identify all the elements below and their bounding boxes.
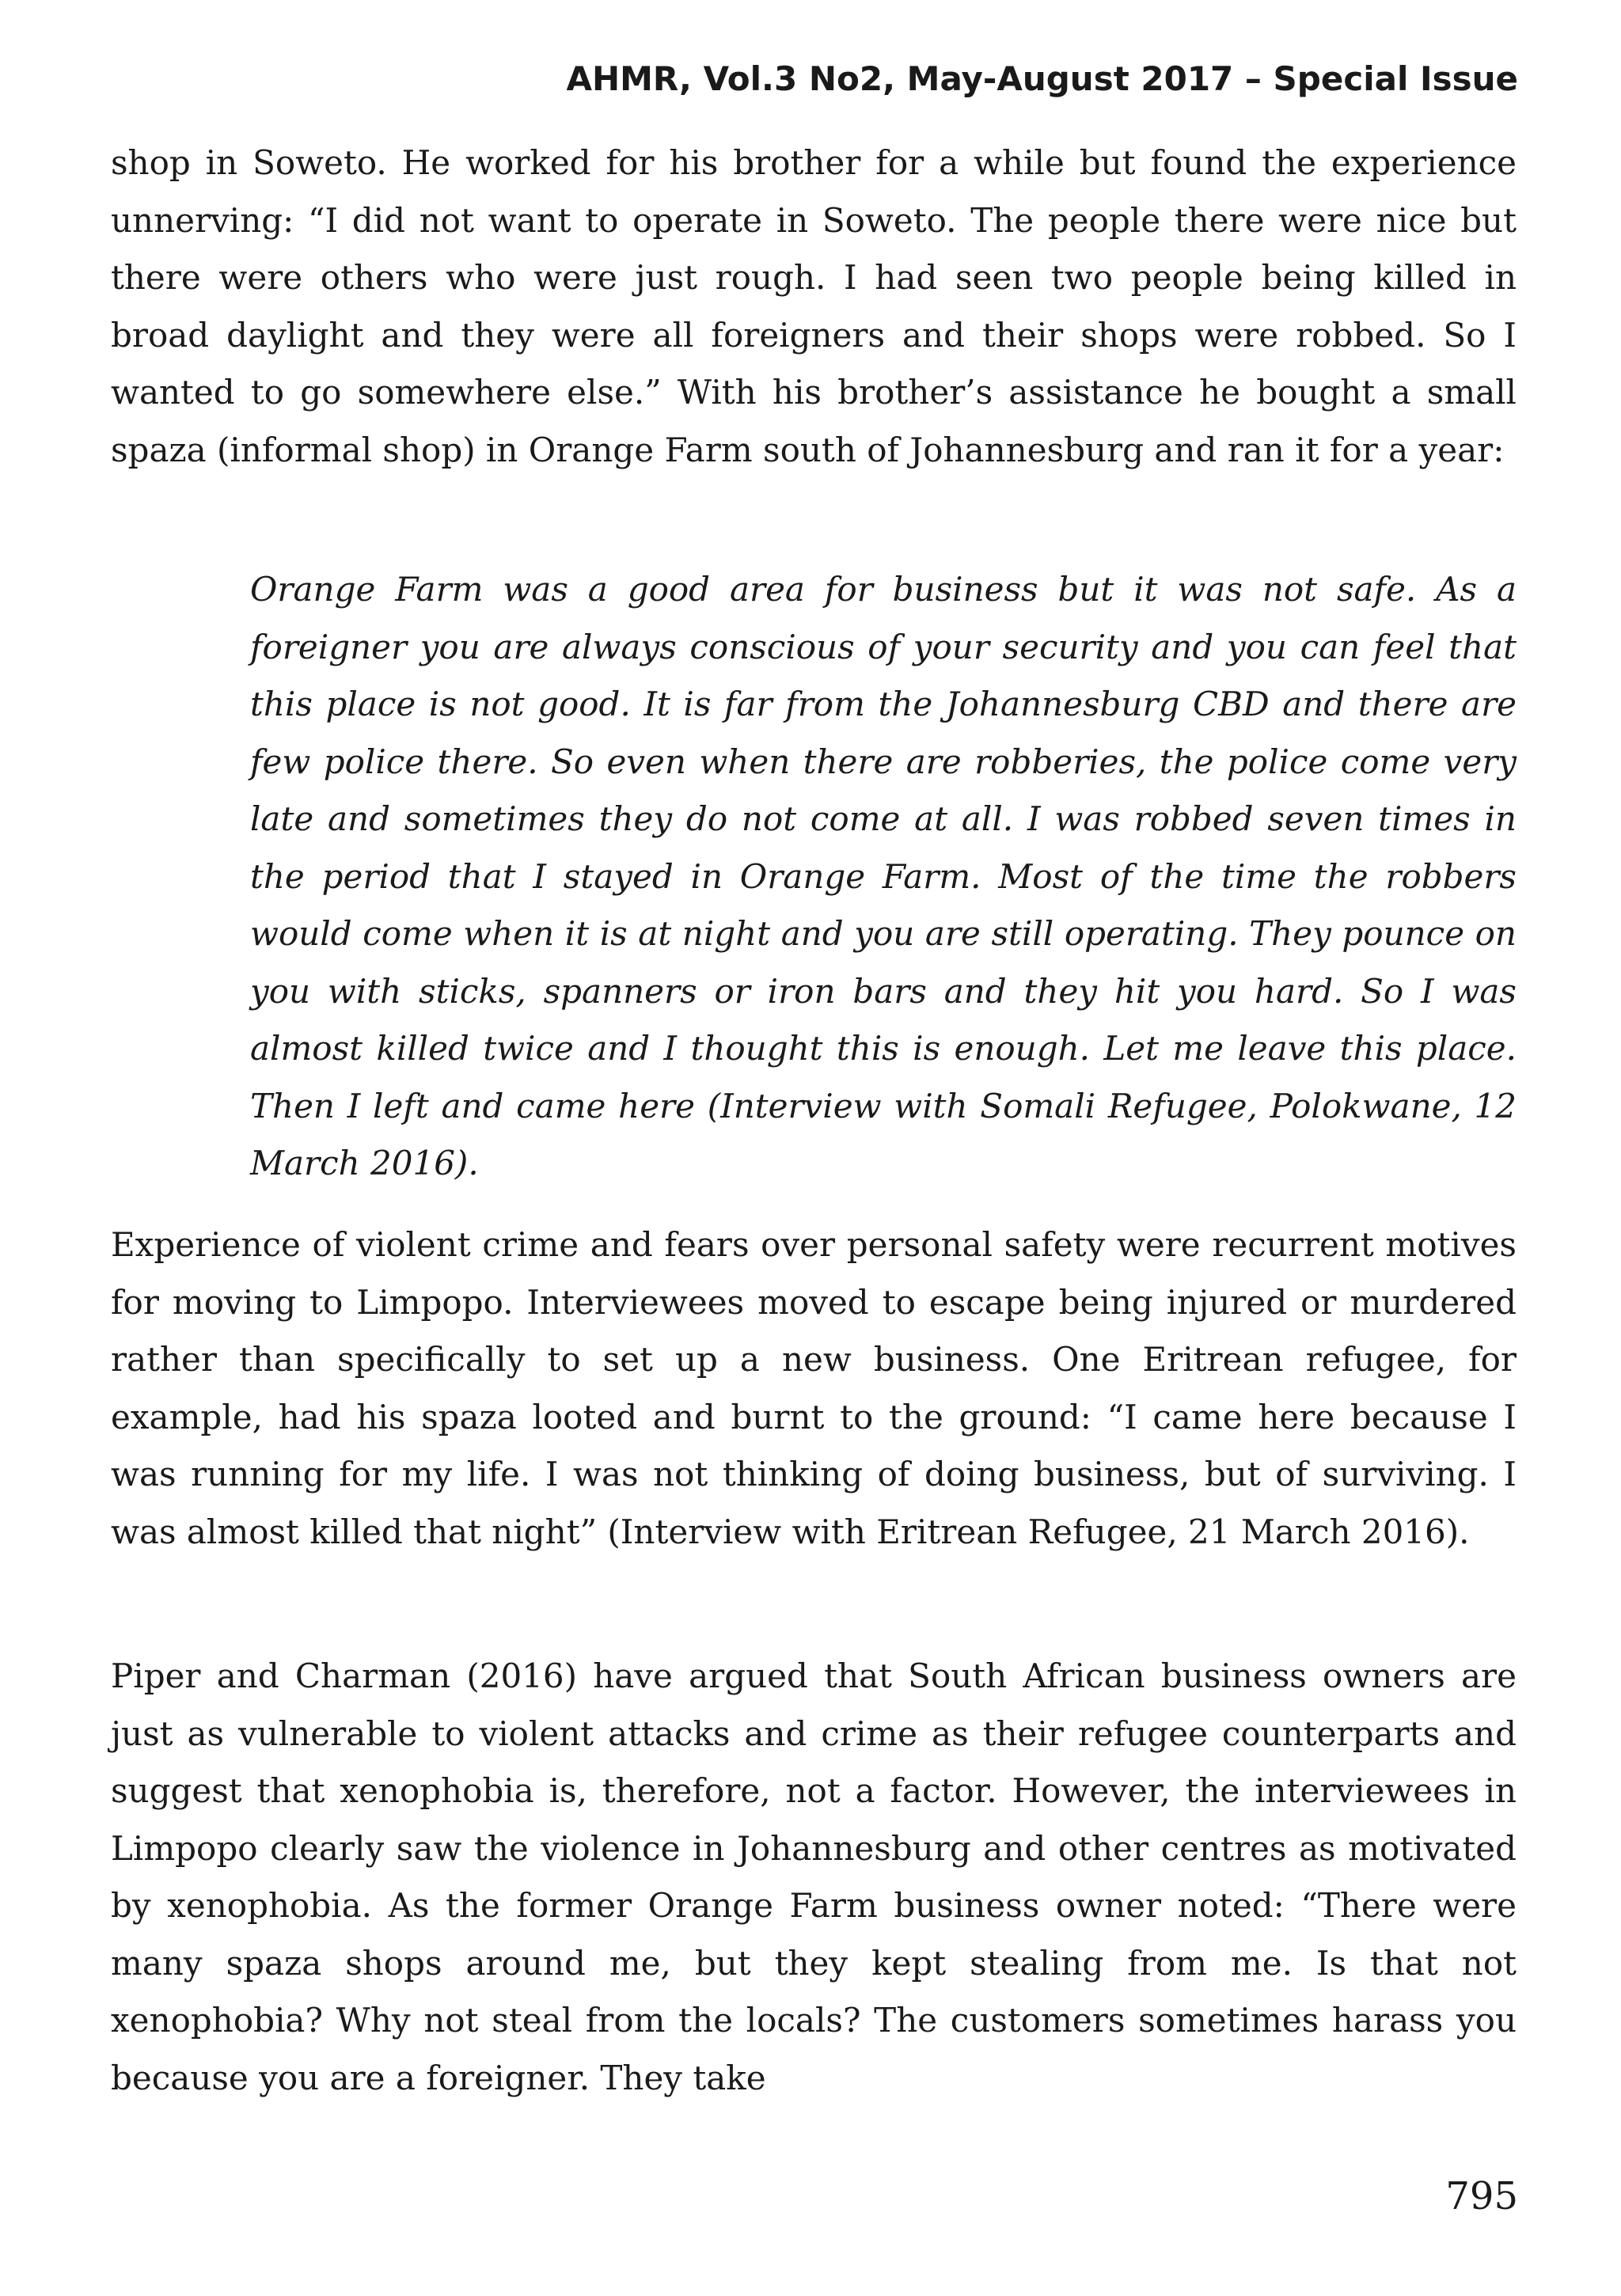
running-header: AHMR, Vol.3 No2, May-August 2017 – Special Issue [566, 59, 1518, 98]
paragraph-violent-crime: Experience of violent crime and fears over personal safety were recurrent motives for moving to Limpopo. Interviewees moved to escape being injured or murdered rather than specifically to set up a new business. One Eritrean refugee, for example, had his spaza looted and burnt to the ground: “I came here because I was running for my life. I was not thinking of doing business, but of surviving. I was almost killed that night” (Interview with Eritrean Refugee, 21 March 2016). [111, 1225, 1517, 1551]
block-quote: Orange Farm was a good area for business but it was not safe. As a foreigner you are always conscious of your security and you can feel that this place is not good. It is far from the Johannesburg CBD and there are few police there. So even when there are robberies, the police come very late and sometimes they do not come at all. I was robbed seven times in the period that I stayed in Orange Farm. Most of the time the robbers would come when it is at night and you are still operating. They pounce on you with sticks, spanners or iron bars and they hit you hard. So I was almost killed twice and I thought this is enough. Let me leave this place. Then I left and came here (Interview with Somali Refugee, Polokwane, 12 March 2016). [250, 570, 1517, 1182]
page-number: 795 [1445, 2174, 1518, 2218]
paragraph-continuation: shop in Soweto. He worked for his brother for a while but found the experience unnerving: “I did not want to operate in Soweto. The people there were nice but there were others who were just rough. I had seen two people being killed in broad daylight and they were all foreigners and their shops were robbed. So I wanted to go somewhere else.” With his brother’s assistance he bought a small spaza (informal shop) in Orange Farm south of Johannesburg and ran it for a year: [111, 143, 1517, 469]
paragraph-piper-charman: Piper and Charman (2016) have argued that South African business owners are just as vulnerable to violent attacks and crime as their refugee counterparts and suggest that xenophobia is, therefore, not a factor. However, the interviewees in Limpopo clearly saw the violence in Johannesburg and other centres as motivated by xenophobia. As the former Orange Farm business owner noted: “There were many spaza shops around me, but they kept stealing from me. Is that not xenophobia? Why not steal from the locals? The customers sometimes harass you because you are a foreigner. They take [111, 1657, 1517, 2097]
